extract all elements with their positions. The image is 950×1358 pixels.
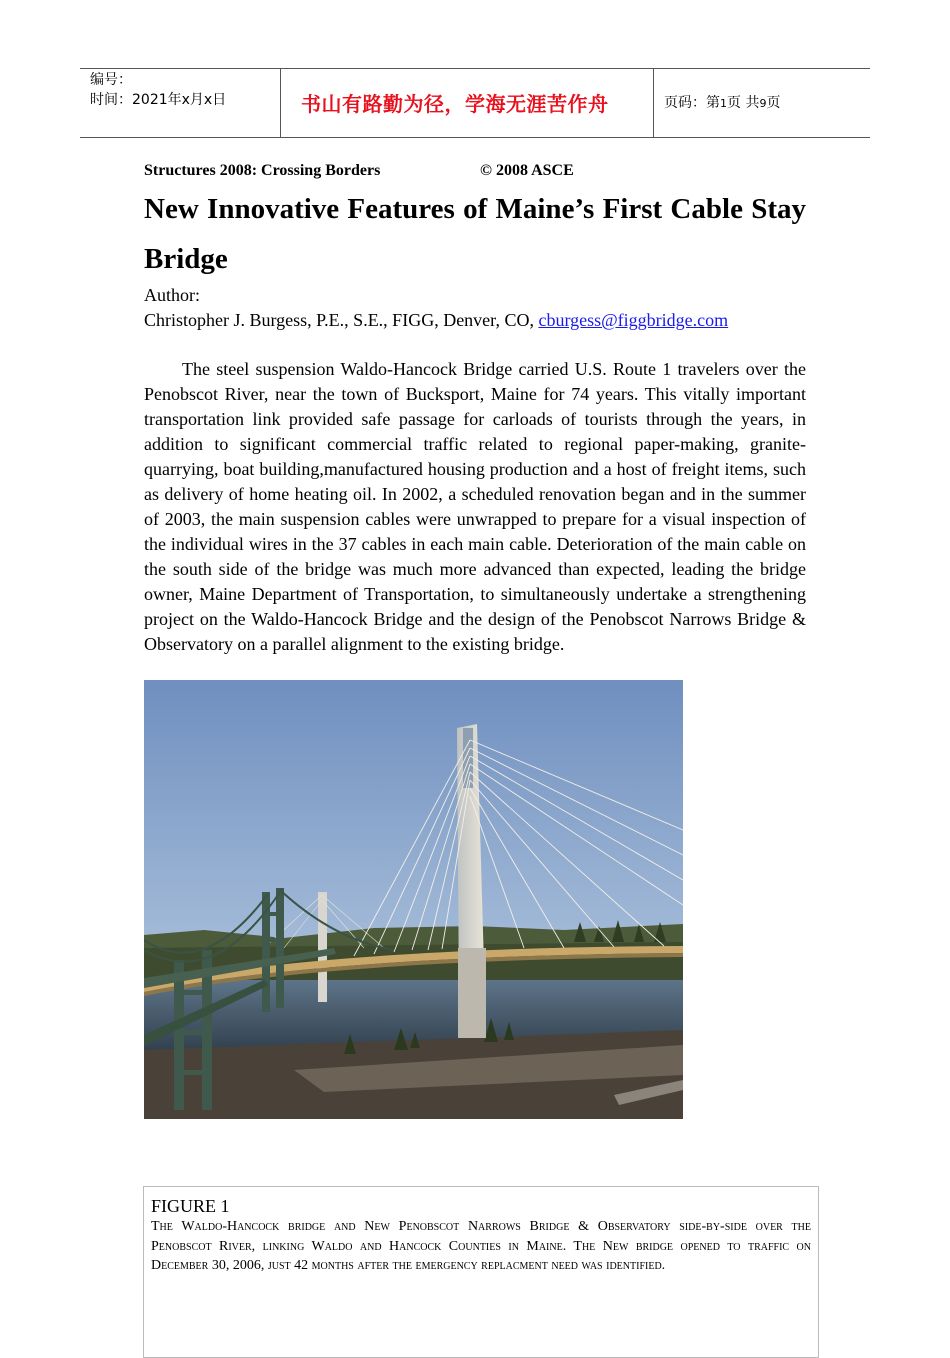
document-code-label: 编号： [90, 72, 132, 88]
page-number-label [664, 94, 780, 113]
bridge-photo-illustration [144, 680, 683, 1119]
author-name: Christopher J. Burgess, P.E., S.E., FIGG, Denver, CO, [144, 310, 539, 330]
page-total: 9 [759, 97, 767, 110]
copyright-notice: © 2008 ASCE [480, 162, 574, 179]
paper-title: New Innovative Features of Maine’s First Cable Stay Bridge [144, 193, 806, 275]
page-suffix: 页 [766, 95, 781, 111]
header-info-cell [80, 69, 281, 137]
author-label: Author: [144, 285, 200, 305]
author-line [144, 309, 728, 331]
conference-name: Structures 2008: Crossing Borders [144, 162, 381, 179]
document-header-table [80, 68, 870, 138]
author-email-link[interactable]: cburgess@figgbridge.com [538, 310, 729, 330]
page-prefix: 页码：第 [664, 95, 720, 111]
document-time-label: 时间：2021年x月x日 [90, 92, 227, 108]
bridge-photo [144, 680, 683, 1119]
body-paragraph: The steel suspension Waldo-Hancock Bridge carried U.S. Route 1 travelers over the Penobscot River, near the town of Bucksport, Maine for 74 years. This vitally important transportation link provided safe passage for carloads of tourists through the years, in addition to significant commercial traffic related to regional paper-making, granite-quarrying, boat building,manufactured housing production and a host of freight items, such as delivery of home heating oil. In 2002, a scheduled renovation began and in the summer of 2003, the main suspension cables were unwrapped to prepare for a visual inspection of the individual wires in the 37 cables in each main cable. Deterioration of the main cable on the south side of the bridge was much more advanced than expected, leading the bridge owner, Maine Department of Transportation, to simultaneously undertake a strengthening project on the Waldo-Hancock Bridge and the design of the Penobscot Narrows Bridge & Observatory on a parallel alignment to the existing bridge. [144, 359, 806, 654]
page-mid: 页 共 [727, 95, 760, 111]
page-current: 1 [720, 97, 727, 110]
header-motto: 书山有路勤为径，学海无涯苦作舟 [301, 92, 609, 116]
figure-caption: The Waldo-Hancock bridge and New Penobscot Narrows Bridge & Observatory side-by-side over the Penobscot River, linking Waldo and Hancock Counties in Maine. The New bridge opened to traffic on December 30, 2006, just 42 months after the emergency replacment need was identified. [151, 1219, 811, 1273]
header-motto-cell [281, 69, 654, 137]
figure-label: FIGURE 1 [151, 1196, 230, 1216]
figure-caption-box [143, 1186, 819, 1358]
header-page-cell [654, 69, 870, 137]
